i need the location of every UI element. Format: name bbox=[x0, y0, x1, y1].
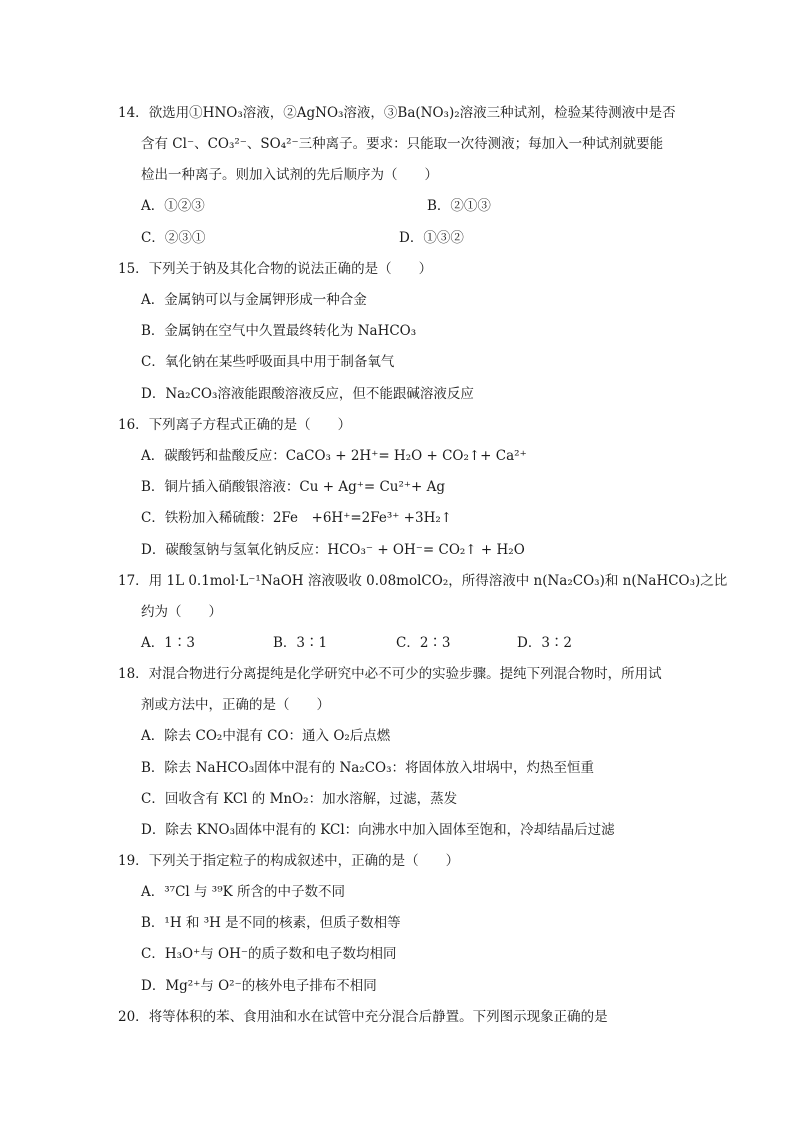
question-14-line-1 bbox=[118, 104, 676, 122]
question-15-line-1 bbox=[118, 260, 432, 278]
option-d[interactable]: D．除去 KNO₃固体中混有的 KCl：向沸水中加入固体至饱和，冷却结晶后过滤 bbox=[141, 822, 615, 838]
option-d[interactable]: D．Mg²⁺与 O²⁻的核外电子排布不相同 bbox=[141, 978, 377, 994]
option-c[interactable]: C．铁粉加入稀硫酸：2Fe +6H⁺=2Fe³⁺ +3H₂↑ bbox=[141, 510, 453, 526]
option-d[interactable]: D．碳酸氢钠与氢氧化钠反应：HCO₃⁻ + OH⁻= CO₂↑ + H₂O bbox=[141, 542, 525, 558]
option-c[interactable]: C．2∶3 bbox=[396, 635, 451, 651]
option-a[interactable]: A．1∶3 bbox=[141, 635, 195, 651]
option-c[interactable]: C．H₃O⁺与 OH⁻的质子数和电子数均相同 bbox=[141, 946, 397, 962]
question-18-line-1 bbox=[118, 665, 662, 683]
option-d[interactable]: D．Na₂CO₃溶液能跟酸溶液反应，但不能跟碱溶液反应 bbox=[141, 386, 474, 402]
question-text: 将等体积的苯、食用油和水在试管中充分混合后静置。下列图示现象正确的是 bbox=[148, 1009, 608, 1025]
question-number: 16． bbox=[118, 417, 149, 433]
question-text: 下列离子方程式正确的是（ ） bbox=[148, 417, 352, 433]
option-b[interactable]: B．铜片插入硝酸银溶液：Cu + Ag⁺= Cu²⁺+ Ag bbox=[141, 479, 446, 495]
question-19-line-1 bbox=[118, 852, 459, 870]
question-17-line-2: 约为（ ） bbox=[141, 604, 222, 620]
option-a[interactable]: A．①②③ bbox=[141, 198, 205, 214]
question-text: 欲选用①HNO₃溶液，②AgNO₃溶液，③Ba(NO₃)₂溶液三种试剂，检验某待测液中是否 bbox=[148, 105, 676, 121]
option-b[interactable]: B．¹H 和 ³H 是不同的核素，但质子数相等 bbox=[141, 915, 401, 931]
option-b[interactable]: B．②①③ bbox=[427, 198, 491, 214]
question-14-line-3: 检出一种离子。则加入试剂的先后顺序为（ ） bbox=[141, 167, 438, 183]
question-number: 18． bbox=[118, 666, 149, 682]
question-text: 用 1L 0.1mol·L⁻¹NaOH 溶液吸收 0.08molCO₂，所得溶液中 n(Na₂CO₃)和 n(NaHCO₃)之比 bbox=[148, 573, 728, 589]
question-18-line-2: 剂或方法中，正确的是（ ） bbox=[141, 697, 330, 713]
question-text: 下列关于钠及其化合物的说法正确的是（ ） bbox=[148, 261, 433, 277]
option-c[interactable]: C．氧化钠在某些呼吸面具中用于制备氧气 bbox=[141, 354, 395, 370]
option-a[interactable]: A．碳酸钙和盐酸反应：CaCO₃ + 2H⁺= H₂O + CO₂↑+ Ca²⁺ bbox=[141, 448, 527, 464]
option-b[interactable]: B．3∶1 bbox=[273, 635, 328, 651]
option-c[interactable]: C．②③① bbox=[141, 230, 206, 246]
question-number: 19． bbox=[118, 853, 149, 869]
question-number: 15． bbox=[118, 261, 149, 277]
question-16-line-1 bbox=[118, 416, 351, 434]
question-text: 下列关于指定粒子的构成叙述中，正确的是（ ） bbox=[148, 853, 460, 869]
question-20-line-1 bbox=[118, 1008, 608, 1026]
option-b[interactable]: B．金属钠在空气中久置最终转化为 NaHCO₃ bbox=[141, 323, 417, 339]
option-a[interactable]: A．除去 CO₂中混有 CO：通入 O₂后点燃 bbox=[141, 728, 391, 744]
option-d[interactable]: D．3∶2 bbox=[517, 635, 573, 651]
option-c[interactable]: C．回收含有 KCl 的 MnO₂：加水溶解，过滤，蒸发 bbox=[141, 791, 458, 807]
option-d[interactable]: D．①③② bbox=[399, 230, 464, 246]
question-17-line-1 bbox=[118, 572, 727, 590]
question-text: 对混合物进行分离提纯是化学研究中必不可少的实验步骤。提纯下列混合物时，所用试 bbox=[148, 666, 662, 682]
question-number: 20． bbox=[118, 1009, 149, 1025]
question-number: 14． bbox=[118, 105, 149, 121]
option-a[interactable]: A．金属钠可以与金属钾形成一种合金 bbox=[141, 292, 367, 308]
option-b[interactable]: B．除去 NaHCO₃固体中混有的 Na₂CO₃：将固体放入坩埚中，灼热至恒重 bbox=[141, 760, 595, 776]
question-number: 17． bbox=[118, 573, 149, 589]
question-14-line-2: 含有 Cl⁻、CO₃²⁻、SO₄²⁻三种离子。要求：只能取一次待测液；每加入一种试剂就要能 bbox=[141, 136, 664, 152]
option-a[interactable]: A．³⁷Cl 与 ³⁹K 所含的中子数不同 bbox=[141, 884, 346, 900]
